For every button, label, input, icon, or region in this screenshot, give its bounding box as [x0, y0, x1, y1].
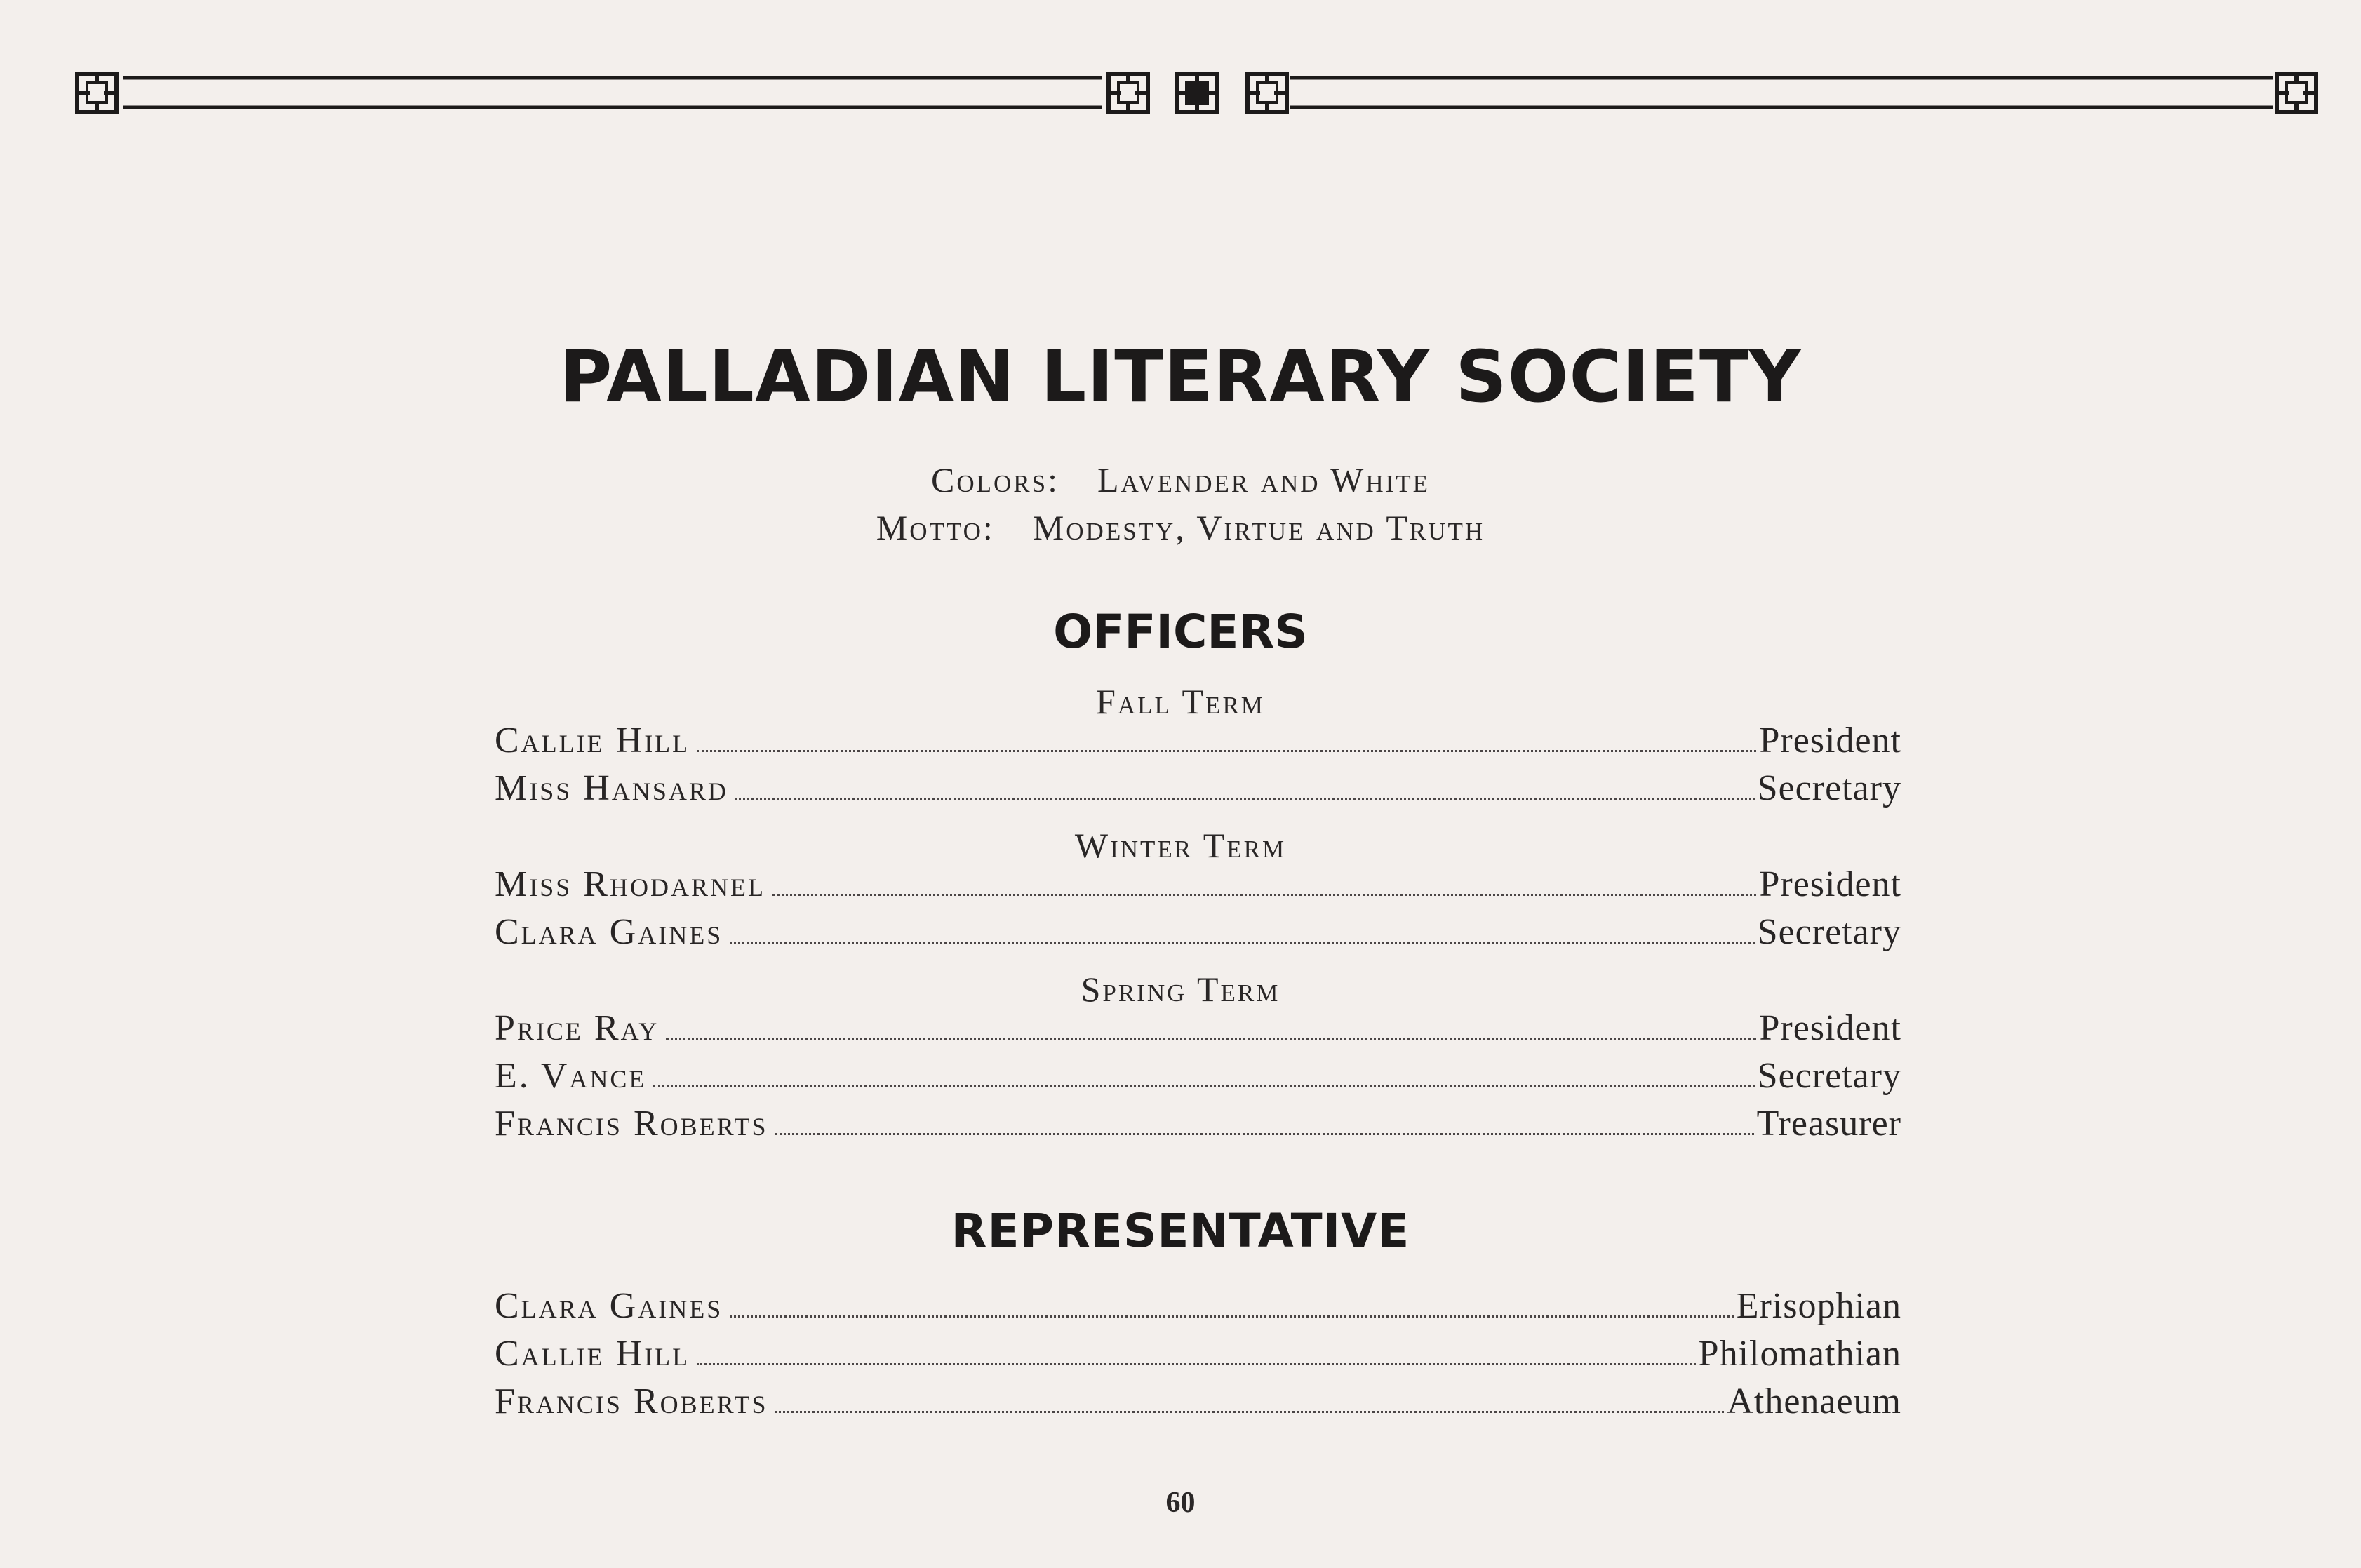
fret-ornament-center-left	[1109, 74, 1148, 112]
representative-row	[495, 1379, 1901, 1424]
officer-name: Price Ray	[495, 1008, 660, 1048]
officer-row	[495, 862, 1901, 907]
representative-name: Callie Hill	[495, 1334, 690, 1374]
officer-name: E. Vance	[495, 1056, 647, 1096]
officer-name: Miss Hansard	[495, 768, 728, 808]
fret-ornament-center-right	[1248, 74, 1287, 112]
page-number: 60	[1165, 1487, 1196, 1519]
officer-role: Treasurer	[1756, 1104, 1901, 1144]
dot-leader	[697, 1362, 1696, 1365]
motto-line	[0, 507, 2361, 549]
officer-role: President	[1759, 1008, 1901, 1048]
dot-leader	[730, 1315, 1733, 1318]
colors-label: Colors:	[930, 460, 1059, 500]
representative-society: Athenaeum	[1727, 1381, 1901, 1421]
officer-role: Secretary	[1757, 1056, 1901, 1096]
officer-row	[495, 1006, 1901, 1051]
colors-value: Lavender and White	[1097, 460, 1431, 500]
officers-heading: OFFICERS	[1053, 605, 1308, 659]
term-heading-fall: Fall Term	[1096, 682, 1265, 721]
officer-role: Secretary	[1757, 768, 1901, 808]
officer-role: President	[1759, 721, 1901, 760]
officer-row	[495, 766, 1901, 811]
decorative-top-border	[0, 0, 2361, 140]
dot-leader	[697, 749, 1756, 752]
representative-heading: REPRESENTATIVE	[951, 1204, 1410, 1258]
dot-leader	[775, 1410, 1725, 1413]
representative-row	[495, 1332, 1901, 1376]
representative-society: Erisophian	[1736, 1286, 1901, 1326]
officer-role: Secretary	[1757, 912, 1901, 952]
officer-row	[495, 718, 1901, 763]
dot-leader	[735, 797, 1755, 800]
dot-leader	[775, 1132, 1754, 1135]
representative-row	[495, 1284, 1901, 1329]
page-title: PALLADIAN LITERARY SOCIETY	[559, 335, 1802, 419]
dot-leader	[772, 893, 1757, 896]
dot-leader	[653, 1085, 1754, 1087]
fret-ornament-right-end	[2277, 74, 2316, 112]
colors-line	[0, 459, 2361, 501]
representative-society: Philomathian	[1698, 1334, 1901, 1374]
officer-row	[495, 1054, 1901, 1099]
term-heading-spring: Spring Term	[1081, 970, 1280, 1009]
motto-value: Modesty, Virtue and Truth	[1032, 508, 1485, 547]
representative-name: Francis Roberts	[495, 1381, 768, 1421]
representative-name: Clara Gaines	[495, 1286, 723, 1326]
fret-ornament-left-end	[77, 74, 116, 112]
officer-row	[495, 1101, 1901, 1146]
fret-ornament-center	[1177, 74, 1217, 112]
officer-name: Clara Gaines	[495, 912, 723, 952]
officer-name: Callie Hill	[495, 721, 690, 760]
officer-name: Miss Rhodarnel	[495, 864, 765, 904]
term-heading-winter: Winter Term	[1074, 826, 1287, 865]
motto-label: Motto:	[876, 508, 995, 547]
dot-leader	[666, 1037, 1756, 1040]
officer-row	[495, 910, 1901, 955]
officer-name: Francis Roberts	[495, 1104, 768, 1144]
officer-role: President	[1759, 864, 1901, 904]
dot-leader	[730, 941, 1754, 944]
